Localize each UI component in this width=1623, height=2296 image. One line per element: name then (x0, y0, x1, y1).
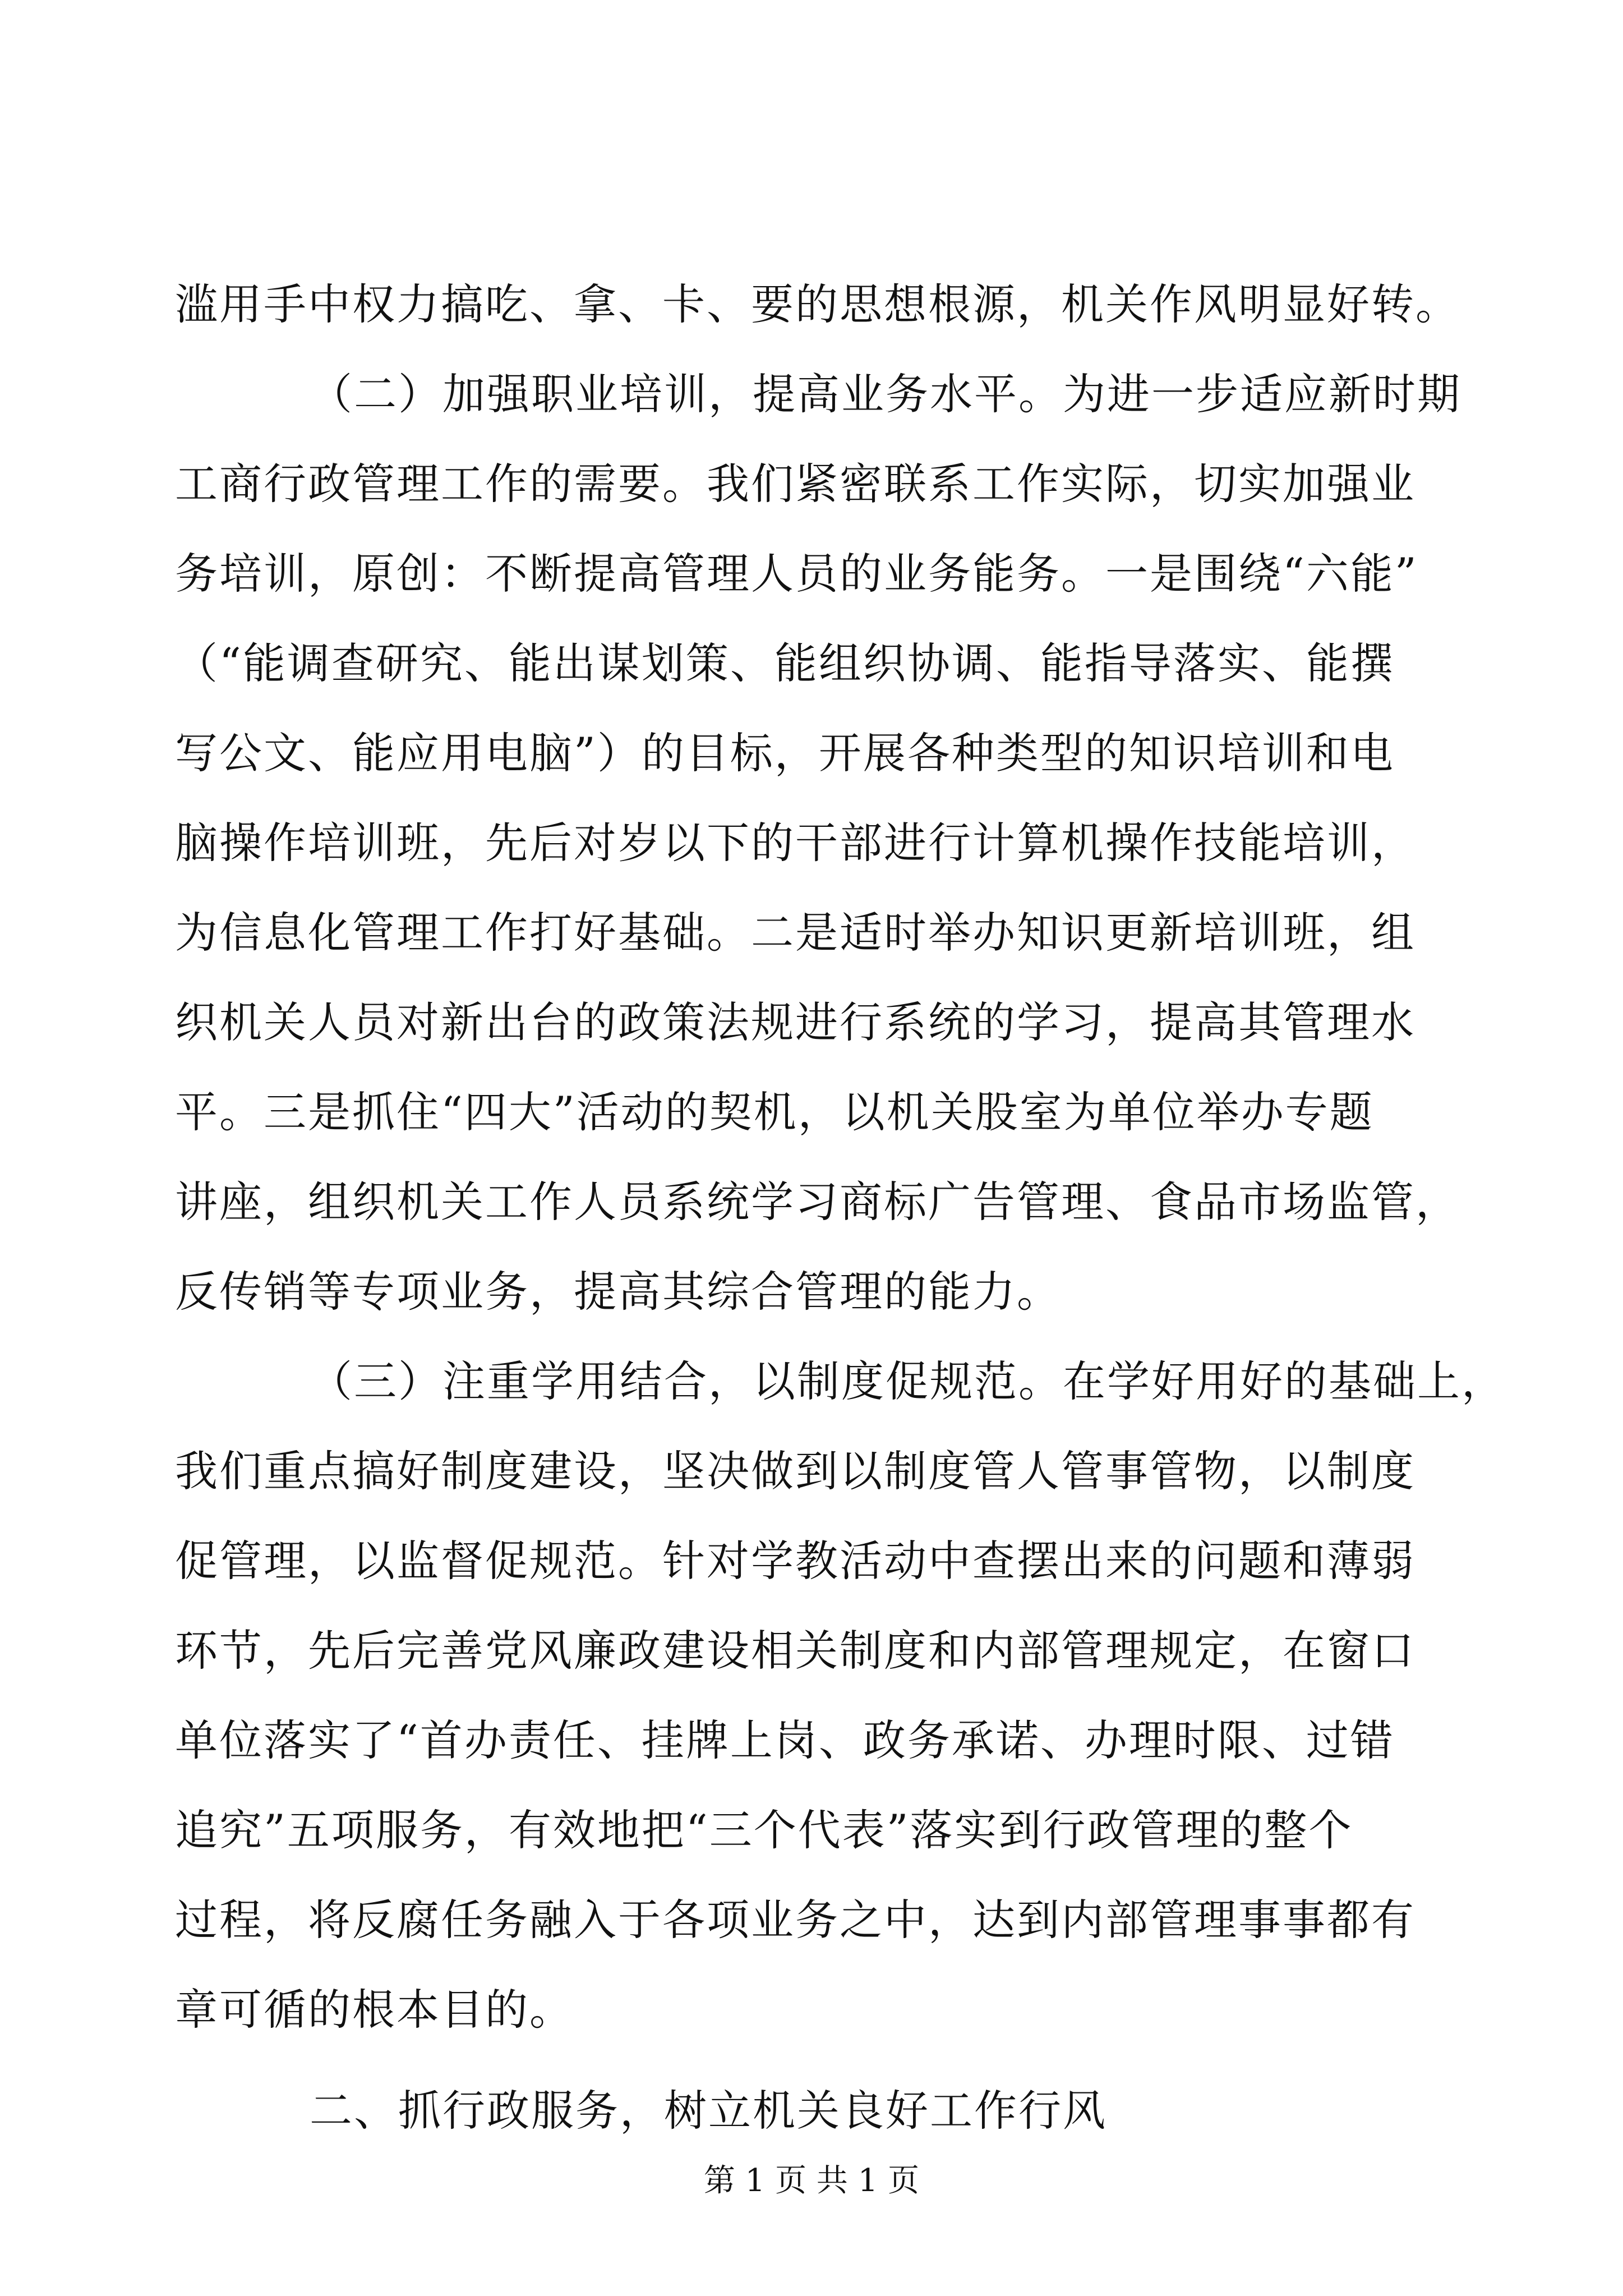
text-line: 追究”五项服务，有效地把“三个代表”落实到行政管理的整个 (175, 1805, 1353, 1855)
text-line: 我们重点搞好制度建设，坚决做到以制度管人管事管物，以制度 (175, 1446, 1415, 1496)
section-heading: 二、抓行政服务，树立机关良好工作行风 (310, 2086, 1107, 2136)
text-line: 写公文、能应用电脑”）的目标，开展各种类型的知识培训和电 (175, 728, 1395, 778)
text-line: 平。三是抓住“四大”活动的契机，以机关股室为单位举办专题 (175, 1087, 1374, 1137)
text-line: 单位落实了“首办责任、挂牌上岗、政务承诺、办理时限、过错 (175, 1715, 1395, 1765)
text-line: 滥用手中权力搞吃、拿、卡、要的思想根源，机关作风明显好转。 (175, 279, 1460, 329)
text-line: 环节，先后完善党风廉政建设相关制度和内部管理规定，在窗口 (175, 1626, 1415, 1676)
text-line: 工商行政管理工作的需要。我们紧密联系工作实际，切实加强业 (175, 459, 1415, 509)
text-line: 为信息化管理工作打好基础。二是适时举办知识更新培训班，组 (175, 908, 1415, 958)
paragraph-3-first-line: （三）注重学用结合，以制度促规范。在学好用好的基础上， (310, 1356, 1506, 1406)
text-line: 过程，将反腐任务融入于各项业务之中，达到内部管理事事都有 (175, 1895, 1415, 1945)
text-line: 促管理，以监督促规范。针对学教活动中查摆出来的问题和薄弱 (175, 1536, 1415, 1586)
text-line: 织机关人员对新出台的政策法规进行系统的学习，提高其管理水 (175, 997, 1415, 1047)
text-line: 脑操作培训班，先后对岁以下的干部进行计算机操作技能培训， (175, 818, 1415, 868)
text-line: 务培训，原创：不断提高管理人员的业务能务。一是围绕“六能” (175, 549, 1418, 599)
text-line: （“能调查研究、能出谋划策、能组织协调、能指导落实、能撰 (175, 638, 1395, 688)
page-footer: 第 1 页 共 1 页 (703, 2162, 920, 2199)
text-line: 反传销等专项业务，提高其综合管理的能力。 (175, 1267, 1061, 1317)
paragraph-2-first-line: （二）加强职业培训，提高业务水平。为进一步适应新时期 (310, 369, 1461, 419)
text-line: 讲座，组织机关工作人员系统学习商标广告管理、食品市场监管， (175, 1177, 1460, 1227)
text-line: 章可循的根本目的。 (175, 1985, 574, 2035)
